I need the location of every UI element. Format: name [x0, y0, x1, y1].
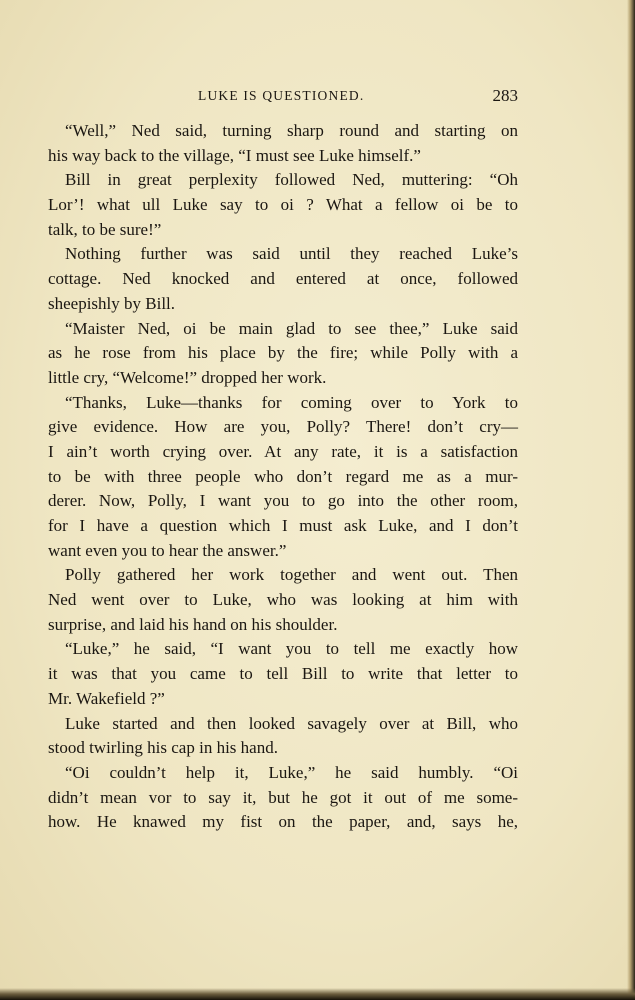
- text-line: stood twirling his cap in his hand.: [48, 738, 278, 758]
- running-title: LUKE IS QUESTIONED.: [198, 88, 365, 103]
- text-line: as he rose from his place by the fire; while Polly with a: [48, 343, 518, 363]
- text-line: “Oi couldn’t help it, Luke,” he said humbly. “Oi: [65, 762, 518, 782]
- text-line: Nothing further was said until they reached Luke’s: [65, 244, 518, 264]
- text-line: “Maister Ned, oi be main glad to see thee,” Luke said: [65, 318, 518, 338]
- text-line: cottage. Ned knocked and entered at once, followed: [48, 269, 518, 289]
- text-line: give evidence. How are you, Polly? There! don’t cry—: [48, 417, 518, 437]
- text-line: Ned went over to Luke, who was looking at him with: [48, 590, 518, 610]
- text-line: how. He knawed my fist on the paper, and, says he,: [48, 812, 518, 832]
- text-line: Mr. Wakefield ?”: [48, 688, 165, 708]
- page-header: [48, 86, 518, 108]
- text-line: Lor’! what ull Luke say to oi ? What a fellow oi be to: [48, 195, 518, 215]
- text-line: derer. Now, Polly, I want you to go into the other room,: [48, 491, 518, 511]
- text-line: Polly gathered her work together and went out. Then: [65, 565, 518, 585]
- text-line: sheepishly by Bill.: [48, 293, 176, 313]
- text-line: want even you to hear the answer.”: [48, 540, 287, 560]
- body-text: [48, 119, 518, 835]
- text-line: Bill in great perplexity followed Ned, muttering: “Oh: [65, 170, 518, 190]
- text-line: “Well,” Ned said, turning sharp round and starting on: [65, 121, 518, 140]
- text-line: “Thanks, Luke—thanks for coming over to York to: [65, 392, 518, 412]
- text-line: to be with three people who don’t regard me as a mur-: [48, 466, 518, 486]
- page-bottom-shadow: [0, 988, 635, 1000]
- page-number: 283: [492, 86, 518, 105]
- text-line: I ain’t worth crying over. At any rate, it is a satisfaction: [48, 441, 518, 461]
- text-line: didn’t mean vor to say it, but he got it out of me some-: [48, 787, 518, 807]
- text-line: talk, to be sure!”: [48, 219, 162, 239]
- text-line: for I have a question which I must ask Luke, and I don’t: [48, 516, 518, 535]
- text-line: “Luke,” he said, “I want you to tell me exactly how: [65, 639, 518, 659]
- text-line: his way back to the village, “I must see Luke himself.”: [48, 145, 421, 165]
- text-line: little cry, “Welcome!” dropped her work.: [48, 367, 327, 387]
- text-line: surprise, and laid his hand on his shoulder.: [48, 614, 338, 634]
- text-line: Luke started and then looked savagely over at Bill, who: [65, 713, 518, 733]
- text-line: it was that you came to tell Bill to write that letter to: [48, 664, 518, 684]
- page-edge-shadow: [627, 0, 635, 1000]
